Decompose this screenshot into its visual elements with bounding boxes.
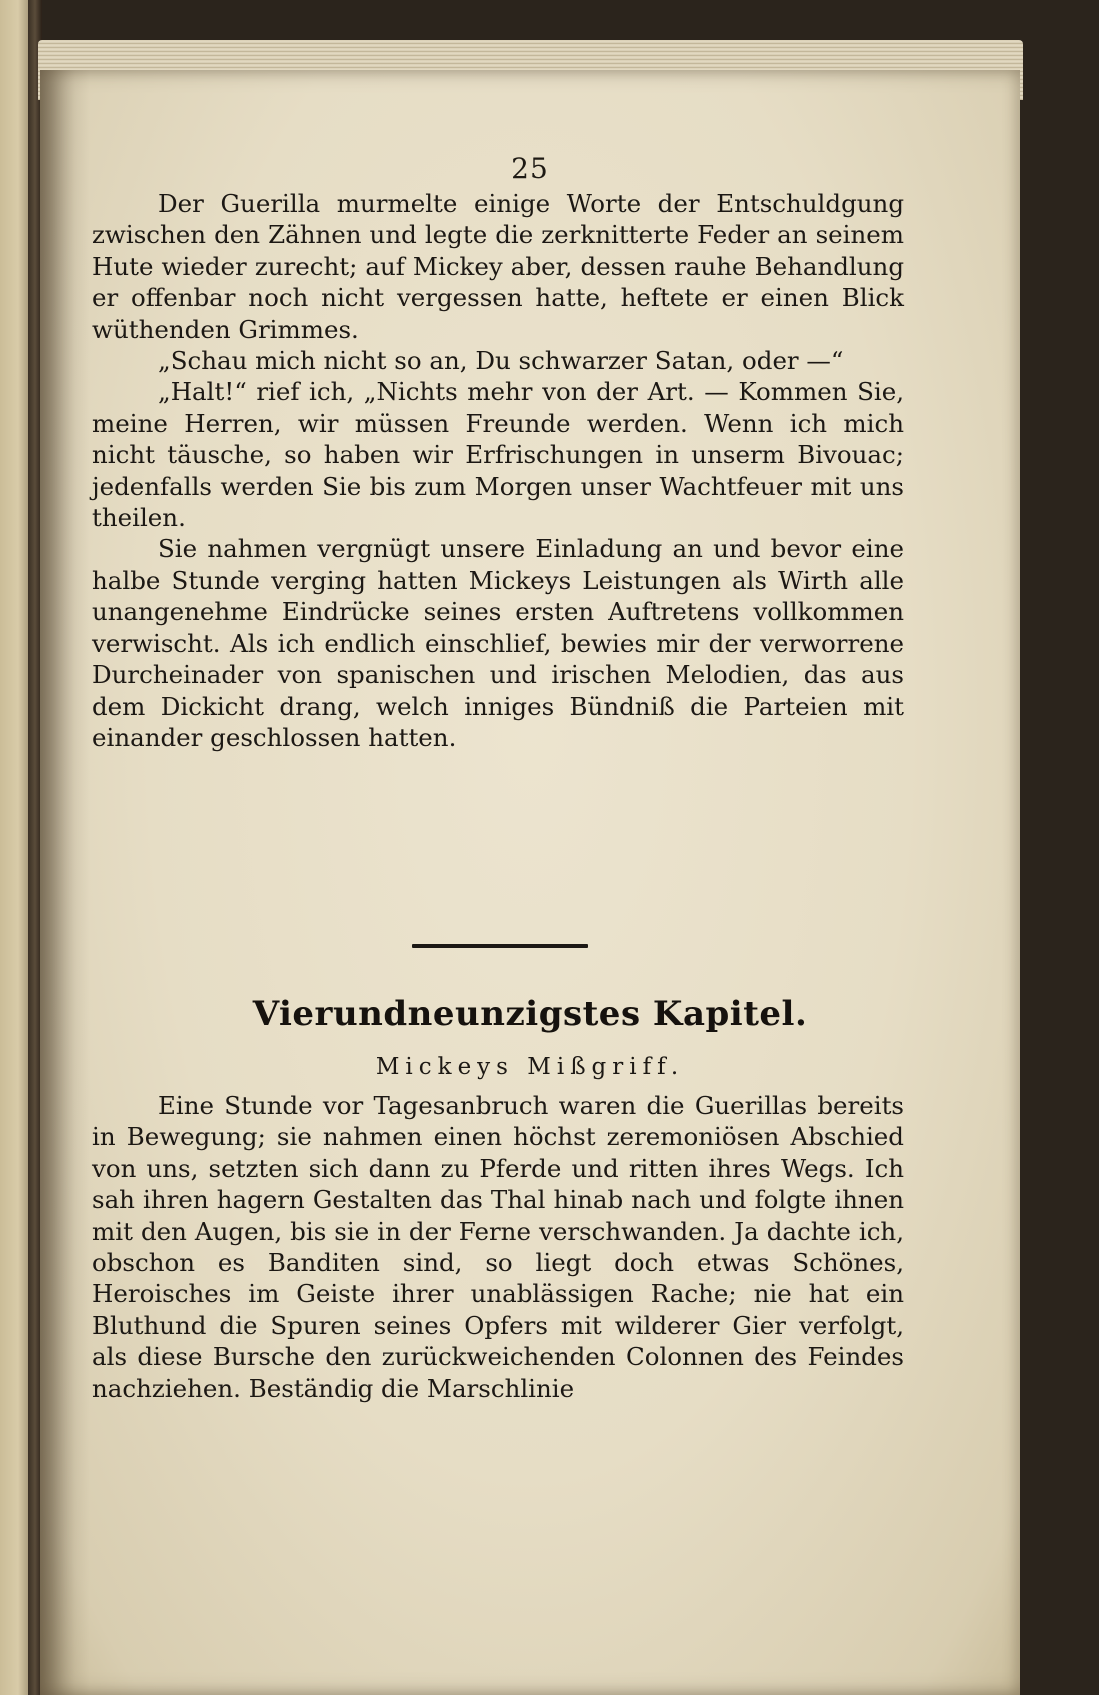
book-page: [40, 70, 1020, 1695]
chapter-subtitle: Mickeys Mißgriff.: [375, 1054, 685, 1080]
page-number: 25: [511, 152, 549, 185]
paragraph: „Schau mich nicht so an, Du schwarzer Satan, oder —“: [158, 346, 844, 376]
body-text-top: [92, 188, 904, 753]
chapter-title: Vierundneunzigstes Kapitel.: [252, 994, 808, 1034]
paragraph: „Halt!“ rief ich, „Nichts mehr von der Art. — Kommen Sie, meine Herren, wir müssen Freunde werden. Wenn ich mich nicht täusche, so haben wir Erfrischungen in unserm Bivouac; jedenfalls werden Sie bis zum Morgen unser Wachtfeuer mit uns theilen.: [92, 377, 904, 533]
section-divider: [412, 944, 588, 948]
spine-shadow: [40, 70, 90, 1695]
paragraph: Sie nahmen vergnügt unsere Einladung an und bevor eine halbe Stunde verging hatten Mickeys Leistungen als Wirth alle unangenehme Eindrücke seines ersten Auftretens vollkommen verwischt. Als ich endlich einschlief, bewies mir der verworrene Durcheinader von spanischen und irischen Melodien, das aus dem Dickicht drang, welch inniges Bündniß die Parteien mit einander geschlossen hatten.: [92, 534, 904, 752]
paragraph: Eine Stunde vor Tagesanbruch waren die Guerillas bereits in Bewegung; sie nahmen einen höchst zeremoniösen Abschied von uns, setzten sich dann zu Pferde und ritten ihres Wegs. Ich sah ihren hagern Gestalten das Thal hinab nach und folgte ihnen mit den Augen, bis sie in der Ferne verschwanden. Ja dachte ich, obschon es Banditen sind, so liegt doch etwas Schönes, Heroisches im Geiste ihrer unablässigen Rache; nie hat ein Bluthund die Spuren seines Opfers mit wilderer Gier verfolgt, als diese Bursche den zurückweichenden Colonnen des Feindes nachziehen. Beständig die Marschlinie: [92, 1091, 904, 1403]
body-text-bottom: [92, 1090, 904, 1404]
paragraph: Der Guerilla murmelte einige Worte der Entschuldgung zwischen den Zähnen und legte die zerknitterte Feder an seinem Hute wieder zurecht; auf Mickey aber, dessen rauhe Behandlung er offenbar noch nicht vergessen hatte, heftete er einen Blick wüthenden Grimmes.: [92, 189, 904, 344]
